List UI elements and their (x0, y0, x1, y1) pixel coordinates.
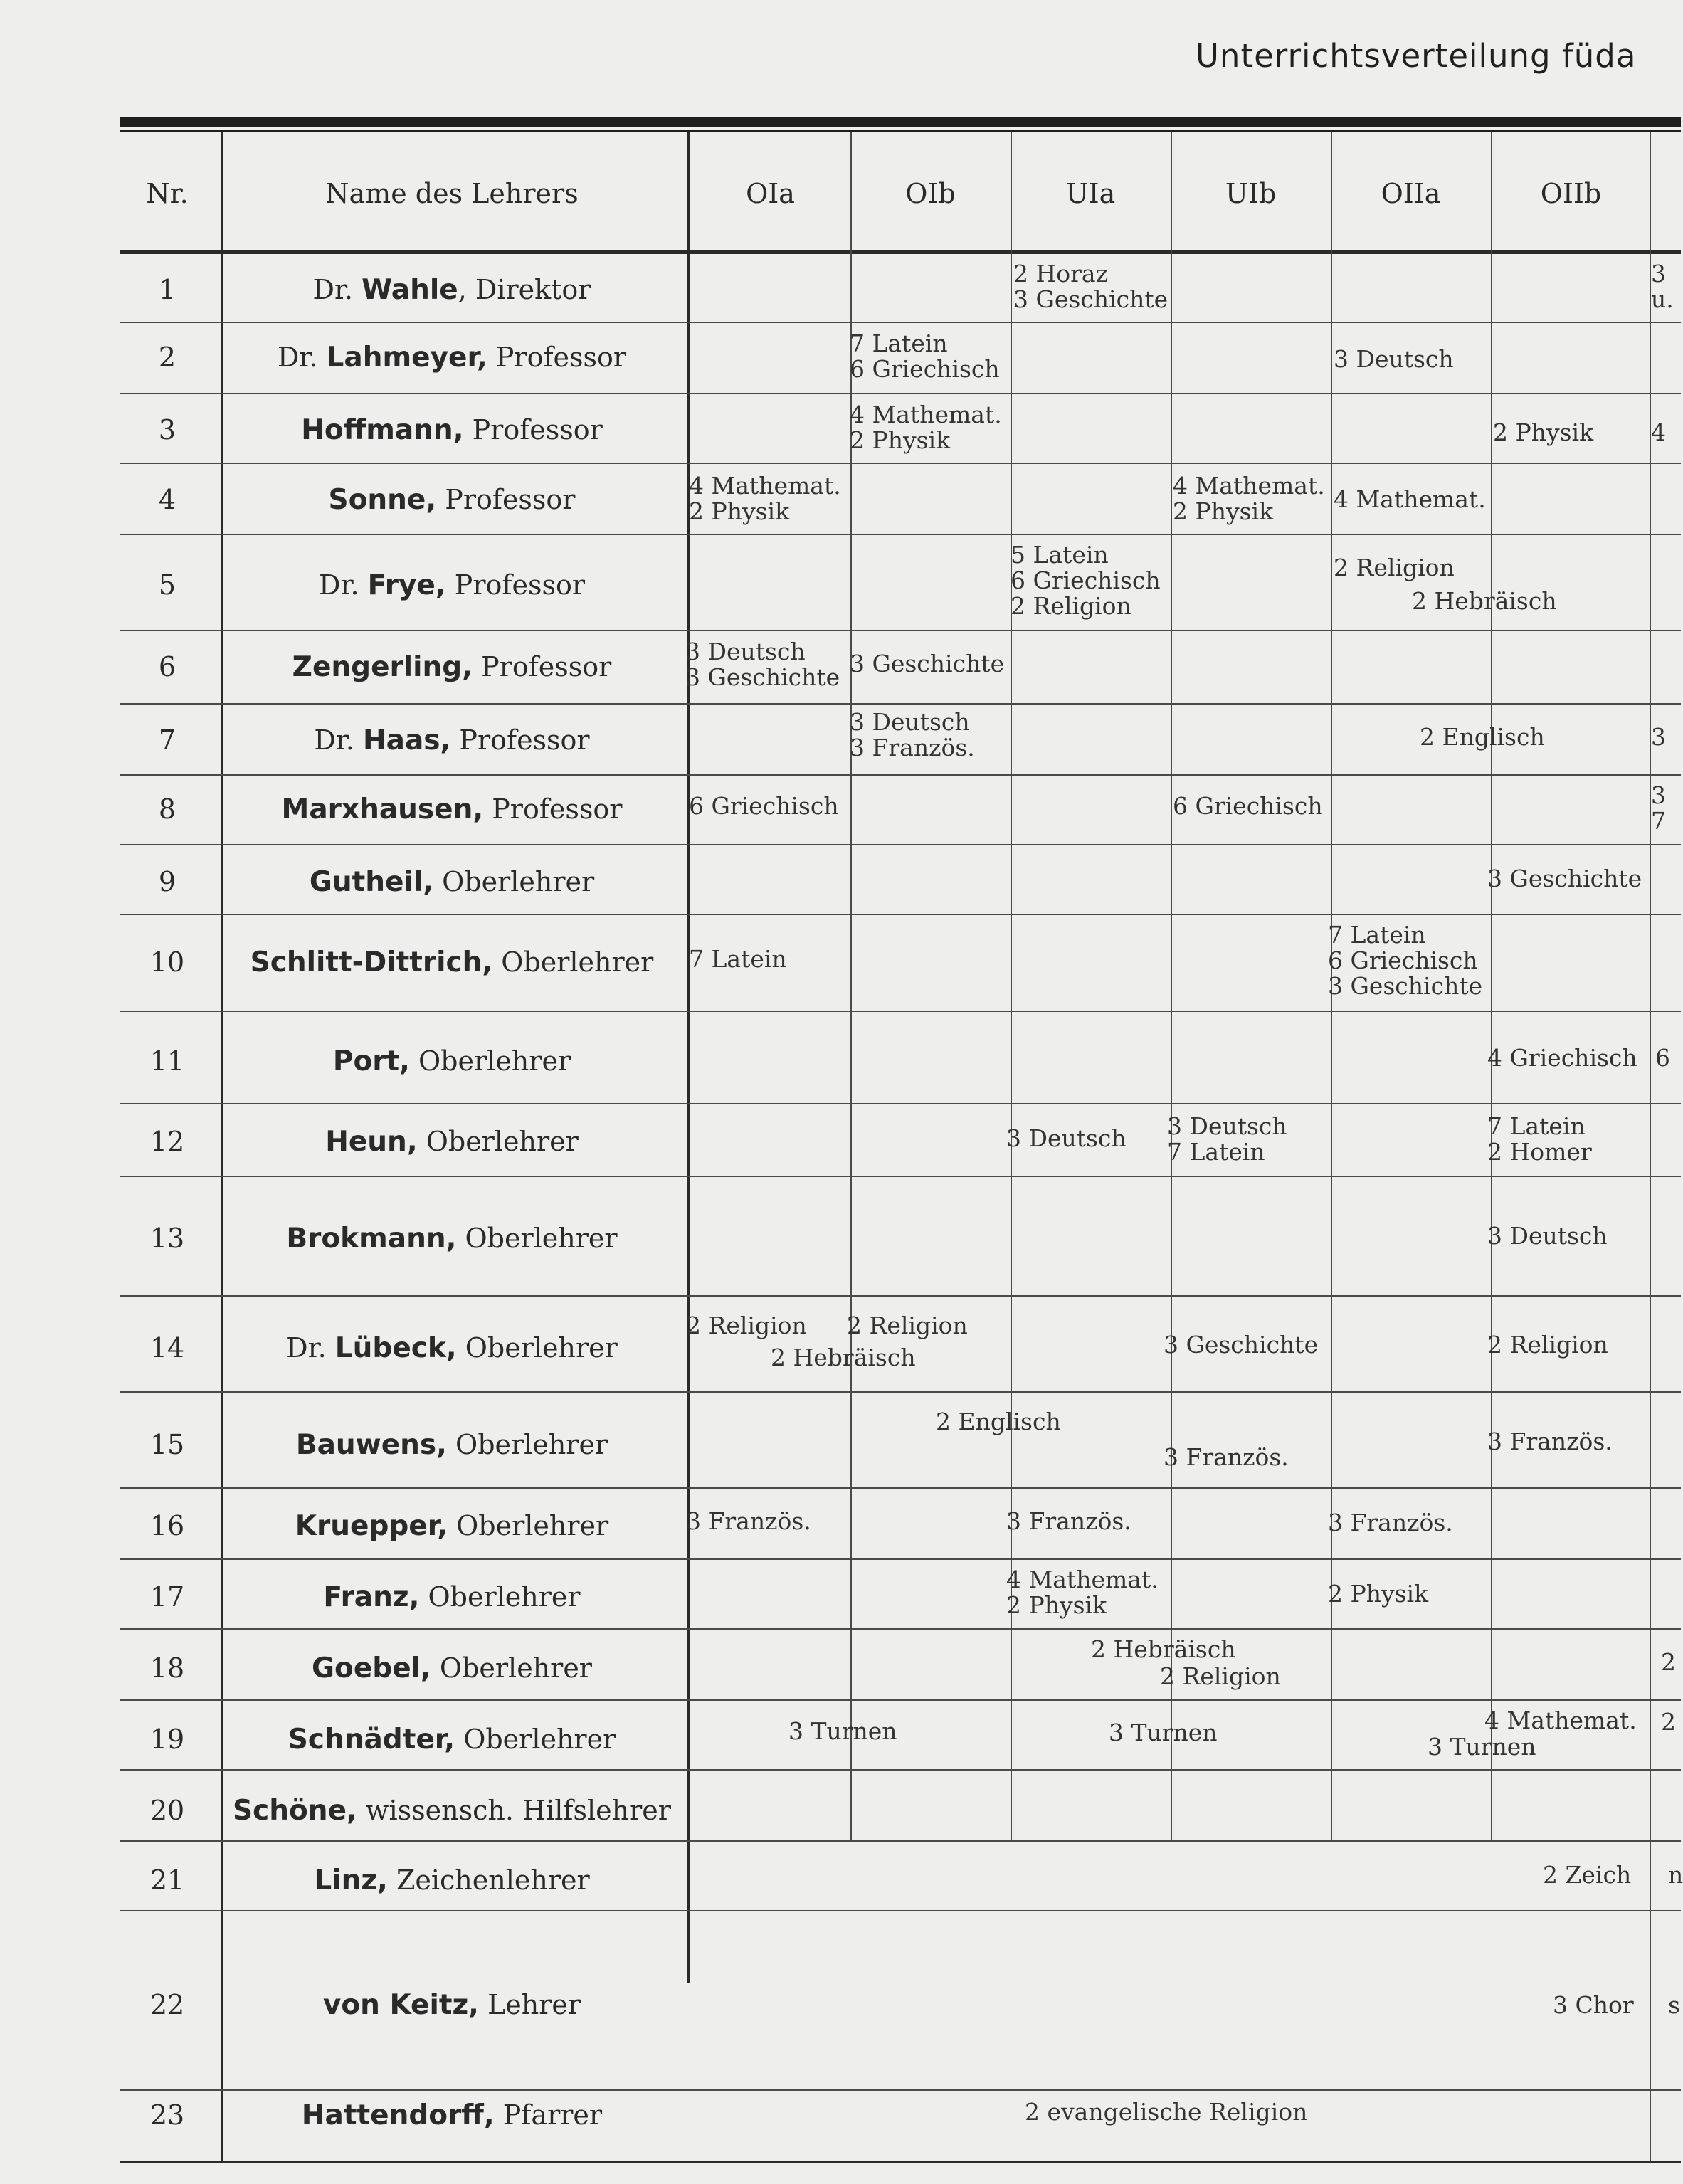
vrule-class-3 (1171, 132, 1172, 1840)
cell-r4-ola: 4 Mathemat. 2 Physik (689, 472, 841, 525)
teacher-surname: Port, (332, 1045, 410, 1077)
cell-r8-ola: 6 Griechisch (689, 792, 839, 820)
header-class-ollb: OIIb (1540, 178, 1602, 209)
cell-r5-ula: 5 Latein 6 Griechisch 2 Religion (1011, 541, 1161, 620)
teacher-name (224, 1332, 680, 1364)
cell-r15-ulb: 3 Französ. (1164, 1443, 1289, 1471)
vrule-class-5 (1491, 132, 1492, 1840)
cell-r22-edge: s (1668, 1991, 1680, 2019)
teacher-name (224, 866, 680, 898)
row-number: 15 (149, 1429, 185, 1460)
row-number: 14 (149, 1332, 185, 1363)
teacher-surname: Wahle (362, 274, 458, 306)
teacher-title: Professor (445, 569, 585, 601)
cell-r19-u1: 3 Turnen (1109, 1719, 1218, 1746)
row-rule (120, 1011, 1681, 1012)
row-number: 13 (149, 1223, 185, 1254)
row-number: 18 (149, 1652, 185, 1684)
cell-r18-edge: 2 (1661, 1648, 1676, 1676)
cell-r14-ulb: 3 Geschichte (1164, 1331, 1319, 1359)
teacher-name (224, 1581, 680, 1613)
cell-r18-ulb: 2 Religion (1160, 1662, 1281, 1690)
teacher-prefix: Dr. (277, 342, 327, 373)
teacher-prefix: Dr. (286, 1332, 335, 1363)
teacher-title: Oberlehrer (492, 946, 654, 978)
cell-r3-olb: 4 Mathemat. 2 Physik (850, 401, 1002, 454)
teacher-name (224, 274, 680, 306)
cell-r8-edge: 3 7 (1651, 781, 1666, 835)
header-rule (120, 250, 1681, 254)
teacher-title: Oberlehrer (456, 1223, 618, 1254)
row-number: 8 (158, 793, 176, 825)
teacher-surname: Goebel, (312, 1652, 431, 1684)
cell-r15-ollb: 3 Französ. (1487, 1428, 1613, 1455)
teacher-title: Oberlehrer (419, 1581, 581, 1613)
teacher-title: Professor (436, 484, 576, 515)
teacher-surname: Schöne, (233, 1795, 357, 1827)
teacher-title: Professor (463, 414, 603, 445)
cell-r10-olla: 7 Latein 6 Griechisch 3 Geschichte (1328, 921, 1483, 1000)
cell-r14-olb: 2 Religion (847, 1312, 968, 1339)
teacher-name (224, 484, 680, 516)
teacher-title: Professor (473, 651, 612, 682)
cell-r21-span: 2 Zeich (1543, 1861, 1632, 1889)
header-class-olb: OIb (905, 178, 956, 209)
row-number: 5 (158, 569, 176, 601)
cell-r7-span: 2 Englisch (1420, 723, 1545, 751)
teacher-surname: Linz, (314, 1864, 388, 1897)
row-rule (120, 1840, 1681, 1842)
row-rule (120, 1487, 1681, 1489)
teacher-title: Oberlehrer (431, 1652, 592, 1684)
row-number: 6 (158, 651, 176, 682)
teacher-surname: Gutheil, (309, 866, 434, 898)
cell-r13-ollb: 3 Deutsch (1487, 1222, 1608, 1250)
row-rule (120, 1699, 1681, 1701)
row-rule (120, 774, 1681, 776)
row-number: 20 (149, 1795, 185, 1826)
cell-r10-ola: 7 Latein (689, 945, 787, 973)
cell-r16-ola: 3 Französ. (686, 1507, 811, 1535)
cell-r14-ola: 2 Religion (686, 1312, 807, 1339)
teacher-title: Oberlehrer (455, 1724, 616, 1755)
teacher-title: Zeichenlehrer (387, 1864, 590, 1896)
row-number: 3 (158, 414, 176, 445)
row-rule (120, 703, 1681, 705)
row-number: 16 (149, 1510, 185, 1541)
row-rule (120, 393, 1681, 394)
cell-r7-olb: 3 Deutsch 3 Französ. (850, 708, 975, 761)
cell-r16-ula: 3 Französ. (1006, 1507, 1131, 1535)
header-nr: Nr. (146, 178, 189, 209)
teacher-name (224, 569, 680, 601)
vrule-class-1 (850, 132, 852, 1840)
cell-r2-olla: 3 Deutsch (1334, 345, 1454, 373)
teacher-title: Oberlehrer (456, 1332, 618, 1363)
teacher-surname: Bauwens, (295, 1429, 447, 1461)
teacher-name (224, 1795, 680, 1827)
cell-r3-ollb: 2 Physik (1493, 418, 1594, 446)
teacher-name (224, 651, 680, 683)
teacher-surname: Franz, (323, 1581, 420, 1613)
teacher-name (224, 1429, 680, 1461)
teacher-name (224, 793, 680, 825)
teacher-name (224, 414, 680, 446)
teacher-surname: Haas, (363, 724, 451, 756)
teacher-name (224, 342, 680, 374)
teacher-surname: Lahmeyer, (326, 342, 487, 374)
top-thick-rule (120, 117, 1681, 127)
vrule-nr (221, 132, 223, 2161)
teacher-title: Pfarrer (494, 2099, 603, 2131)
teacher-surname: Brokmann, (286, 1223, 457, 1255)
cell-r1-edge: 3 u. (1651, 260, 1674, 313)
cell-r2-olb: 7 Latein 6 Griechisch (850, 329, 1000, 383)
teacher-title: Professor (483, 793, 623, 825)
teacher-prefix: Dr. (314, 724, 363, 756)
header-class-olla: OIIa (1381, 178, 1441, 209)
cell-r19-o2: 3 Turnen (1428, 1733, 1536, 1761)
teacher-surname: Hattendorff, (301, 2099, 495, 2131)
cell-r19-o1: 3 Turnen (788, 1717, 897, 1745)
row-number: 23 (149, 2099, 185, 2131)
row-rule (120, 1558, 1681, 1560)
teacher-surname: Schnädter, (287, 1724, 455, 1756)
page-title: Unterrichtsverteilung füda (1196, 37, 1637, 75)
teacher-name (224, 1989, 680, 2021)
cell-r22-span: 3 Chor (1553, 1991, 1634, 2019)
cell-r23-span: 2 evangelische Religion (1025, 2098, 1308, 2126)
teacher-name (224, 1510, 680, 1542)
teacher-title: Oberlehrer (433, 866, 595, 897)
teacher-name (224, 1864, 680, 1897)
header-class-ulb: UIb (1225, 178, 1277, 209)
cell-r15-span: 2 Englisch (936, 1408, 1061, 1435)
teacher-surname: Lübeck, (334, 1332, 457, 1364)
teacher-title: Oberlehrer (417, 1126, 579, 1157)
cell-r7-edge: 3 (1651, 723, 1666, 751)
cell-r3-edge: 4 (1651, 418, 1666, 446)
teacher-title: Oberlehrer (448, 1510, 609, 1541)
teacher-name (224, 1652, 680, 1684)
row-number: 19 (149, 1724, 185, 1755)
teacher-surname: Hoffmann, (301, 414, 464, 446)
teacher-name (224, 946, 680, 978)
header-class-ula: UIa (1065, 178, 1116, 209)
row-number: 1 (158, 274, 176, 305)
row-rule (120, 1103, 1681, 1104)
cell-r19-edge: 2 (1661, 1708, 1676, 1736)
row-rule (120, 322, 1681, 323)
cell-r12-ulb: 3 Deutsch 7 Latein (1167, 1112, 1287, 1166)
cell-r4-ulb: 4 Mathemat. 2 Physik (1173, 472, 1325, 525)
teacher-title: wissensch. Hilfslehrer (357, 1795, 671, 1826)
row-number: 12 (149, 1126, 185, 1157)
row-number: 21 (149, 1864, 185, 1896)
row-number: 22 (149, 1989, 185, 2020)
teacher-surname: Kruepper, (295, 1510, 448, 1542)
teacher-name (224, 1223, 680, 1255)
top-thin-rule (120, 130, 1681, 132)
row-rule (120, 1628, 1681, 1630)
teacher-prefix: Dr. (312, 274, 362, 305)
teacher-title: Professor (487, 342, 627, 373)
row-number: 4 (158, 484, 176, 515)
row-number: 17 (149, 1581, 185, 1613)
teacher-surname: Heun, (325, 1126, 418, 1158)
bottom-rule (120, 2161, 1681, 2163)
cell-r17-ula: 4 Mathemat. 2 Physik (1006, 1566, 1159, 1619)
row-rule (120, 1391, 1681, 1393)
cell-r16-olla: 3 Französ. (1328, 1509, 1453, 1536)
row-rule (120, 1910, 1681, 1911)
teacher-surname: Sonne, (328, 484, 437, 516)
cell-r12-ollb: 7 Latein 2 Homer (1487, 1112, 1592, 1166)
cell-r4-olla: 4 Mathemat. (1334, 485, 1486, 513)
teacher-title: Oberlehrer (409, 1045, 571, 1077)
teacher-title: Oberlehrer (446, 1429, 608, 1460)
teacher-title: , Direktor (458, 274, 591, 305)
row-rule (120, 2089, 1681, 2091)
cell-r18-span: 2 Hebräisch (1091, 1635, 1236, 1663)
row-rule (120, 914, 1681, 915)
cell-r19-ollb: 4 Mathemat. (1484, 1706, 1637, 1734)
header-name: Name des Lehrers (325, 178, 579, 209)
row-number: 10 (149, 946, 185, 978)
row-number: 2 (158, 342, 176, 373)
cell-r11-edge: 6 (1655, 1044, 1670, 1072)
cell-r11-ollb: 4 Griechisch (1487, 1044, 1637, 1072)
row-rule (120, 844, 1681, 845)
row-rule (120, 1769, 1681, 1771)
cell-r12-ula: 3 Deutsch (1006, 1124, 1127, 1152)
teacher-title: Professor (450, 724, 590, 756)
cell-r1-ula: 2 Horaz 3 Geschichte (1013, 260, 1168, 313)
teacher-name (224, 1045, 680, 1077)
row-rule (120, 630, 1681, 631)
row-rule (120, 1176, 1681, 1177)
teacher-surname: Marxhausen, (281, 793, 484, 825)
vrule-name (687, 132, 690, 1983)
teacher-surname: Schlitt-Dittrich, (250, 946, 493, 978)
row-number: 7 (158, 724, 176, 756)
teacher-title: Lehrer (478, 1989, 581, 2020)
row-rule (120, 1295, 1681, 1297)
cell-r5-olla: 2 Religion (1334, 554, 1455, 581)
row-rule (120, 463, 1681, 464)
cell-r14-ollb: 2 Religion (1487, 1331, 1608, 1359)
teacher-name (224, 1724, 680, 1756)
row-number: 11 (149, 1045, 185, 1077)
cell-r5-span: 2 Hebräisch (1412, 587, 1557, 615)
header-class-ola: OIa (746, 178, 795, 209)
teacher-name (224, 2099, 680, 2131)
teacher-name (224, 724, 680, 756)
cell-r8-ulb: 6 Griechisch (1173, 792, 1323, 820)
cell-r9-ollb: 3 Geschichte (1487, 865, 1642, 892)
cell-r21-edge: n (1668, 1861, 1683, 1889)
cell-r6-ola: 3 Deutsch 3 Geschichte (685, 638, 840, 691)
cell-r6-olb: 3 Geschichte (850, 650, 1005, 677)
teacher-surname: von Keitz, (322, 1989, 479, 2021)
teacher-prefix: Dr. (319, 569, 368, 601)
teacher-surname: Zengerling, (292, 651, 473, 683)
teacher-surname: Frye, (367, 569, 446, 601)
cell-r17-olla: 2 Physik (1328, 1580, 1429, 1608)
cell-r14-span: 2 Hebräisch (771, 1344, 916, 1371)
row-number: 9 (158, 866, 176, 897)
row-rule (120, 534, 1681, 535)
teacher-name (224, 1126, 680, 1158)
